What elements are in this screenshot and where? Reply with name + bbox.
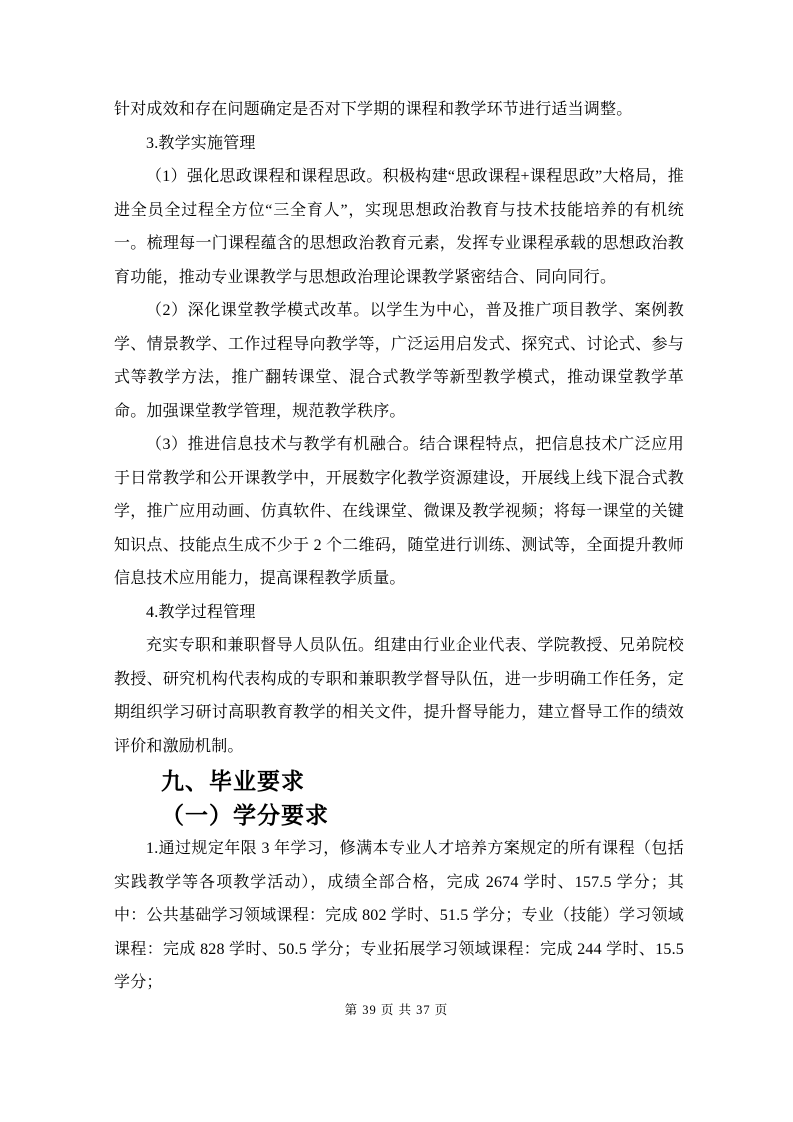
paragraph-item-2: （2）深化课堂教学模式改革。以学生为中心，普及推广项目教学、案例教学、情景教学、工作过程导向教学等，广泛运用启发式、探究式、讨论式、参与式等教学方法，推广翻转课堂、混合式教学等新型教学模式，推动课堂教学革命。加强课堂教学管理，规范教学秩序。 (114, 302, 684, 420)
paragraph-numbered-3: 3.教学实施管理 (146, 134, 256, 152)
subsection-heading: （一）学分要求 (161, 801, 329, 828)
paragraph-supervision: 充实专职和兼职督导人员队伍。组建由行业企业代表、学院教授、兄弟院校教授、研究机构代表构成的专职和兼职教学督导队伍，进一步明确工作任务，定期组织学习研讨高职教育教学的相关文件，提升督导能力，建立督导工作的绩效评价和激励机制。 (114, 637, 684, 755)
paragraph-numbered-4: 4.教学过程管理 (146, 603, 256, 621)
paragraph-credit-requirements: 1.通过规定年限 3 年学习，修满本专业人才培养方案规定的所有课程（包括实践教学等各项教学活动），成绩全部合格，完成 2674 学时、157.5 学分；其中：公共基础学习领域课程：完成 802 学时、51.5 学分；专业（技能）学习领域课程：完成 828 学时、50.5 学分；专业拓展学习领域课程：完成 244 学时、15.5 学分； (114, 840, 684, 991)
paragraph-continuation: 针对成效和存在问题确定是否对下学期的课程和教学环节进行适当调整。 (114, 101, 633, 118)
paragraph-item-3: （3）推进信息技术与教学有机融合。结合课程特点，把信息技术广泛应用于日常教学和公开课教学中，开展数字化教学资源建设，开展线上线下混合式教学，推广应用动画、仿真软件、在线课堂、微课及教学视频；将每一课堂的关键知识点、技能点生成不少于 2 个二维码，随堂进行训练、测试等，全面提升教师信息技术应用能力，提高课程教学质量。 (114, 436, 684, 587)
page-content (114, 93, 684, 1000)
section-heading: 九、毕业要求 (161, 768, 305, 794)
page-footer: 第 39 页 共 37 页 (344, 1003, 449, 1017)
paragraph-item-1: （1）强化思政课程和课程思政。积极构建“思政课程+课程思政”大格局，推进全员全过程全方位“三全育人”，实现思想政治教育与技术技能培养的有机统一。梳理每一门课程蕴含的思想政治教育元素，发挥专业课程承载的思想政治教育功能，推动专业课教学与思想政治理论课教学紧密结合、同向同行。 (114, 168, 684, 286)
